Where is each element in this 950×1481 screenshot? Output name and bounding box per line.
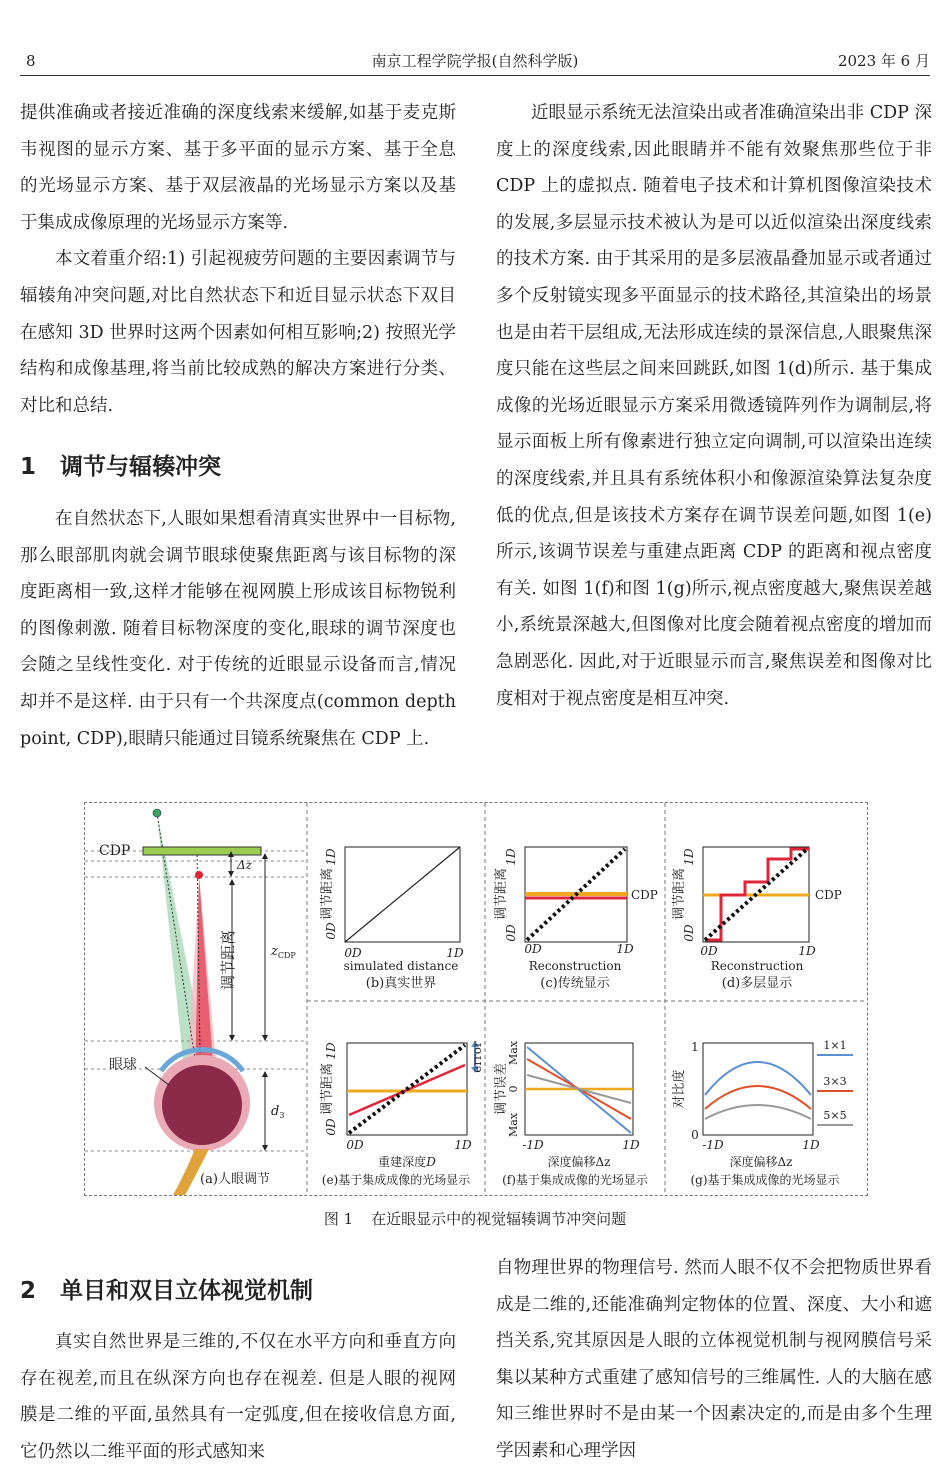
y-axis-label: 调节距离 [320, 1062, 335, 1116]
paragraph: 在自然状态下,人眼如果想看清真实世界中一目标物,那么眼部肌肉就会调节眼球使聚焦距离与该目标物的深度距离相一致,这样才能够在视网膜上形成该目标物锐利的图像刺激. 随着目标物深度的变化,眼球的调节深度也会随之呈线性变化. 对于传统的近眼显示设备而言,情况却并不是这样. 由于只有一个共深度点(common depth point, CDP),眼睛只能通过目镜系统聚焦在 CDP 上. [20, 509, 456, 749]
x-tick-left: 0D [344, 946, 362, 960]
cdp-label: CDP [815, 888, 842, 902]
virtual-point-red [195, 871, 203, 879]
panel-g [671, 1039, 853, 1187]
paragraph: 近眼显示系统无法渲染出或者准确渲染出非 CDP 深度上的深度线索,因此眼睛并不能有效聚焦那些位于非 CDP 上的虚拟点. 随着电子技术和计算机图像渲染技术的发展,多层显示技术被认为是可以近似渲染出深度线索的技术方案. 由于其采用的是多层液晶叠加显示或者通过多个反射镜实现多平面显示的技术路径,其渲染出的场景也是由若干层组成,无法形成连续的景深信息,人眼聚焦深度只能在这些层之间来回跳跃,如图 1(d)所示. 基于集成成像的光场近眼显示方案采用微透镜阵列作为调制层,将显示面板上所有像素进行独立定向调制,可以渲染出连续的深度线索,并且具有系统体积小和像源渲染算法复杂度低的优点,但是该技术方案存在调节误差问题,如图 1(e)所示,该调节误差与重建点距离 CDP 的距离和视点密度有关. 如图 1(f)和图 1(g)所示,视点密度越大,聚焦误差越小,系统景深越大,但图像对比度会随着视点密度的增加而急剧恶化. 因此,对于近眼显示而言,聚焦误差和图像对比度相对于视点密度是相互冲突. [496, 103, 932, 709]
y-tick-top: 1D [504, 848, 518, 866]
left-column-section1 [20, 501, 456, 757]
virtual-point-green [153, 809, 161, 817]
journal-title: 南京工程学院学报(自然科学版) [371, 52, 579, 70]
section-number: 2 [20, 1278, 37, 1304]
error-label: error [470, 1041, 484, 1073]
cdp-label: CDP [99, 843, 131, 859]
legend-label-5x5: 5×5 [823, 1109, 847, 1122]
y-tick-top: 1D [682, 848, 696, 866]
section-title: 单目和双目立体视觉机制 [60, 1278, 313, 1304]
left-column-top [20, 95, 456, 424]
panel-caption: (b)真实世界 [365, 976, 437, 991]
panel-caption: (e)基于集成成像的光场显示 [321, 1173, 471, 1187]
y-tick-top: Max [507, 1040, 520, 1066]
page-header [20, 0, 930, 76]
panel-caption: (g)基于集成成像的光场显示 [690, 1173, 840, 1187]
x-tick-left: 0D [700, 944, 718, 958]
paragraph: 提供准确或者接近准确的深度线索来缓解,如基于麦克斯韦视图的显示方案、基于多平面的显示方案、基于全息的光场显示方案、基于双层液晶的光场显示方案以及基于集成成像原理的光场显示方案等. [20, 103, 456, 233]
plot-frame [703, 1043, 813, 1135]
panel-a-caption: (a)人眼调节 [200, 1172, 270, 1187]
x-axis-label: simulated distance [343, 959, 459, 973]
right-column-top [496, 95, 932, 717]
paragraph: 自物理世界的物理信号. 然而人眼不仅不会把物质世界看成是二维的,还能准确判定物体的位置、深度、大小和遮挡关系,究其原因是人眼的立体视觉机制与视网膜信号采集以某种方式重建了感知信号的三维属性. 人的大脑在感知三维世界时不是由某一个因素决定的,而是由多个生理学因素和心理学因 [496, 1258, 932, 1461]
left-column-section2 [20, 1324, 456, 1470]
panel-c [493, 847, 658, 991]
x-tick-right: 1D [802, 1138, 820, 1152]
panel-caption: (c)传统显示 [540, 976, 610, 991]
y-tick-bottom: 0D [324, 922, 338, 940]
x-tick-right: 1D [454, 1138, 472, 1152]
z-cdp-label: $z_{CDP}$ [271, 944, 296, 960]
y-tick-top: 1 [691, 1040, 699, 1054]
x-tick-left: -1D [702, 1138, 724, 1152]
x-tick-right: 1D [616, 942, 634, 956]
x-axis-label: Reconstruction [710, 959, 804, 973]
x-tick-right: 1D [798, 944, 816, 958]
y-tick-bottom: 0 [691, 1128, 699, 1142]
d3-label: $d_3$ [271, 1104, 285, 1120]
y-tick-mid: 0 [507, 1085, 520, 1093]
y-tick-bottom: 0D [504, 924, 518, 942]
legend-label-3x3: 3×3 [823, 1075, 847, 1088]
x-axis-label: Reconstruction [528, 959, 622, 973]
y-axis-label: 调节距离 [672, 867, 687, 921]
accommodation-distance-label: 调节距离 [219, 929, 237, 991]
panel-caption: (d)多层显示 [721, 976, 793, 991]
section-number: 1 [20, 454, 37, 480]
y-axis-label: 调节距离 [320, 867, 335, 921]
paragraph: 真实自然世界是三维的,不仅在水平方向和垂直方向存在视差,而且在纵深方向也存在视差. 但是人眼的视网膜是二维的平面,虽然具有一定弧度,但在接收信息方面,它仍然以二维平面的形式感知来 [20, 1332, 456, 1462]
panel-e [319, 1041, 484, 1187]
y-axis-label: 调节误差 [494, 1062, 509, 1116]
y-tick-bottom: Max [507, 1112, 520, 1138]
contrast-curve-5x5 [705, 1105, 811, 1119]
figure-1-canvas [85, 803, 867, 1195]
y-tick-top: 1D [324, 1042, 338, 1060]
section-1-heading [20, 448, 221, 481]
y-tick-bottom: 0D [324, 1118, 338, 1136]
cdp-screen [143, 847, 261, 855]
x-tick-left: 0D [346, 1138, 364, 1152]
panel-caption: (f)基于集成成像的光场显示 [502, 1173, 648, 1187]
x-tick-right: 1D [622, 1138, 640, 1152]
panel-a [85, 809, 307, 1195]
eyeball-label: 眼球 [109, 1057, 137, 1073]
paragraph: 本文着重介绍:1) 引起视疲劳问题的主要因素调节与辐辏角冲突问题,对比自然状态下和近目显示状态下双目在感知 3D 世界时这两个因素如何相互影响;2) 按照光学结构和成像基理,将当前比较成熟的解决方案进行分类、对比和总结. [20, 249, 456, 416]
issue-date: 2023 年 6 月 [837, 52, 930, 70]
contrast-curve-1x1 [705, 1062, 811, 1095]
header-rule [20, 75, 930, 76]
page-number: 8 [26, 52, 36, 70]
y-tick-bottom: 0D [682, 924, 696, 942]
y-axis-label: 调节距离 [494, 867, 509, 921]
figure-1 [84, 802, 868, 1196]
panel-d [671, 847, 842, 991]
x-tick-right: 1D [446, 946, 464, 960]
ideal-dotted-line [349, 1045, 465, 1133]
figure-caption [0, 1208, 950, 1229]
x-axis-label: 重建深度D [378, 1155, 436, 1169]
eyeball-inner [162, 1065, 242, 1145]
delta-z-label: Δz [237, 858, 252, 872]
y-axis-label: 对比度 [672, 1069, 687, 1109]
cdp-label: CDP [631, 888, 658, 902]
section-title: 调节与辐辏冲突 [60, 454, 221, 480]
y-tick-top: 1D [324, 848, 338, 866]
accommodation-line [345, 847, 460, 942]
x-axis-label: 深度偏移Δz [729, 1155, 793, 1169]
x-tick-left: -1D [522, 1138, 544, 1152]
figure-label: 图 1 [323, 1210, 354, 1228]
legend-label-1x1: 1×1 [823, 1039, 847, 1052]
panel-b [319, 847, 464, 991]
x-axis-label: 深度偏移Δz [547, 1155, 611, 1169]
figure-caption-text: 在近眼显示中的视觉辐辏调节冲突问题 [371, 1210, 627, 1228]
right-column-section2 [496, 1250, 932, 1470]
panel-f [493, 1040, 649, 1187]
section-2-heading [20, 1272, 313, 1305]
x-tick-left: 0D [524, 942, 542, 956]
